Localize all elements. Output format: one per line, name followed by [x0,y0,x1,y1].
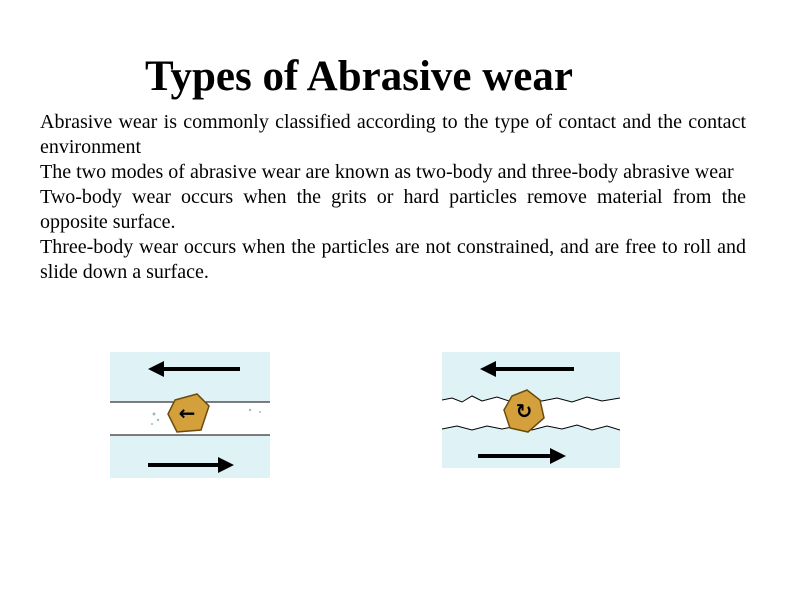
paragraph-classification: Abrasive wear is commonly classified according to the type of contact and the contact environment [40,111,746,158]
two-body-wear-diagram [110,352,270,478]
rotation-arrow-icon: ↻ [515,399,533,423]
paragraph-two-modes: The two modes of abrasive wear are known as two-body and three-body abrasive wear [40,161,734,183]
two-body-wear-illustration [110,352,270,478]
paragraph-three-body: Three-body wear occurs when the particles are not constrained, and are free to roll and slide down a surface. [40,236,746,283]
slide-title: Types of Abrasive wear [145,53,573,100]
particle-arrow-icon: ← [178,401,196,425]
body-text [40,110,746,285]
three-body-wear-illustration [442,352,620,468]
paragraph-two-body: Two-body wear occurs when the grits or hard particles remove material from the opposite surface. [40,186,746,233]
three-body-wear-diagram [442,352,620,468]
